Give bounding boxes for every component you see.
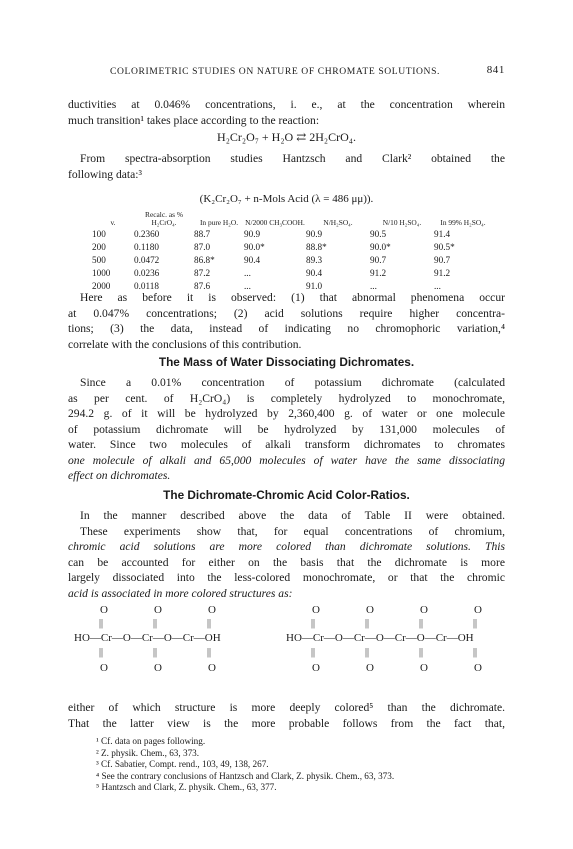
text-line: largely dissociated into the less-colored monochromate, or that the chromic: [68, 571, 505, 584]
text-line: acid is associated in more colored structures as:: [68, 586, 293, 600]
text-line: water. Since two molecules of alkali transform dichromates to chromates: [68, 438, 505, 451]
running-title: COLORIMETRIC STUDIES ON NATURE OF CHROMATE SOLUTIONS.: [110, 66, 441, 77]
double-bond: ||: [207, 618, 212, 629]
table-cell: 86.8*: [194, 254, 215, 265]
table-cell: ...: [434, 280, 441, 291]
text-line: one molecule of alkali and 65,000 molecules of water have the same dissociating: [68, 453, 505, 467]
table-header-cell: N/10 H₂SO₄.: [382, 218, 422, 227]
oxygen-atom: O: [366, 604, 374, 616]
text-line: These experiments show that, for equal concentrations of chromium,: [80, 524, 505, 538]
structure-chain: HO—Cr—O—Cr—O—Cr—O—Cr—OH: [286, 632, 474, 644]
table-cell: 90.7: [370, 254, 387, 265]
paragraph-conclusion: [68, 700, 505, 731]
table-cell: 0.0236: [134, 267, 160, 278]
text-line: ductivities at 0.046% concentrations, i. e., at the concentration wherein: [68, 98, 505, 111]
table-header-cell: v.: [110, 218, 116, 227]
table-cell: 90.9: [306, 228, 323, 239]
text-line: correlate with the conclusions of this contribution.: [68, 337, 302, 351]
text-line: From spectra-absorption studies Hantzsch and Clark² obtained the: [80, 152, 505, 165]
table-cell: 91.2: [370, 267, 387, 278]
table-cell: 90.4: [306, 267, 323, 278]
oxygen-atom: O: [312, 662, 320, 674]
table-cell: 0.2360: [134, 228, 160, 239]
double-bond: ||: [153, 647, 158, 658]
table-header-cell: N/H₂SO₄.: [323, 218, 353, 227]
table-row: [92, 227, 492, 240]
footnote: ⁴ See the contrary conclusions of Hantzsch and Clark, Z. physik. Chem., 63, 373.: [96, 770, 395, 781]
oxygen-atom: O: [100, 662, 108, 674]
table-caption: (K₂Cr₂O₇ + n-Mols Acid (λ = 486 μμ)).: [199, 193, 374, 205]
text-line: tions; (3) the data, instead of indicating no chromophoric variation,⁴: [68, 322, 505, 335]
double-bond: ||: [207, 647, 212, 658]
text-line: Since a 0.01% concentration of potassium dichromate (calculated: [80, 376, 505, 389]
footnote: ¹ Cf. data on pages following.: [96, 736, 206, 746]
oxygen-atom: O: [474, 604, 482, 616]
double-bond: ||: [99, 647, 104, 658]
table-cell: 90.4: [244, 254, 261, 265]
text-line: much transition¹ takes place according to the reaction:: [68, 113, 320, 127]
reaction-equation: H₂Cr₂O₇ + H₂O ⇄ 2H₂CrO₄.: [217, 130, 356, 144]
text-line: as per cent. of H₂CrO₄) is completely hydrolyzed to monochromate,: [68, 391, 505, 405]
running-header: [68, 66, 505, 80]
footnotes: [96, 736, 394, 794]
table-header-cell: In 99% H₂SO₄.: [440, 218, 486, 227]
table-cell: 91.4: [434, 228, 451, 239]
table-cell: 90.0*: [370, 241, 391, 252]
table-row: [92, 266, 492, 279]
double-bond: ||: [365, 618, 370, 629]
table-row: [92, 253, 492, 266]
oxygen-atom: O: [474, 662, 482, 674]
table-header-cell: Recalc. as % H₂CrO₄.: [145, 210, 183, 227]
table-cell: 0.0118: [134, 280, 159, 291]
footnote: ⁵ Hantzsch and Clark, Z. physik. Chem., 63, 377.: [96, 782, 277, 792]
table-cell: ...: [244, 280, 251, 291]
double-bond: ||: [365, 647, 370, 658]
footnote: ² Z. physik. Chem., 63, 373.: [96, 747, 200, 758]
table-row: [92, 240, 492, 253]
table-cell: 91.2: [434, 267, 451, 278]
data-table: [92, 207, 492, 292]
text-line: either of which structure is more deeply colored⁵ than the dichromate.: [68, 701, 505, 714]
oxygen-atom: O: [208, 662, 216, 674]
text-line: Here as before it is observed: (1) that abnormal phenomena occur: [80, 291, 505, 304]
table-cell: 91.0: [306, 280, 323, 291]
chemical-structure-tetrachromic: [286, 604, 516, 692]
table-cell: 100: [92, 228, 106, 239]
double-bond: ||: [473, 618, 478, 629]
chemical-structure-trichromic: [74, 604, 274, 692]
text-line: That the latter view is the more probable follows from the fact that,: [68, 716, 505, 730]
double-bond: ||: [419, 647, 424, 658]
section-heading: The Dichromate-Chromic Acid Color-Ratios.: [163, 488, 410, 502]
text-line: following data:³: [68, 167, 142, 181]
table-cell: 2000: [92, 280, 111, 291]
oxygen-atom: O: [366, 662, 374, 674]
oxygen-atom: O: [208, 604, 216, 616]
table-cell: 90.5*: [434, 241, 455, 252]
text-line: 294.2 g. of it will be hydrolyzed by 2,360,400 g. of water or one molecule: [68, 407, 505, 420]
paragraph-transition: [68, 97, 505, 128]
paragraph-spectra: [68, 151, 505, 182]
table-cell: 87.0: [194, 241, 211, 252]
oxygen-atom: O: [100, 604, 108, 616]
double-bond: ||: [473, 647, 478, 658]
oxygen-atom: O: [420, 662, 428, 674]
table-cell: 88.8*: [306, 241, 327, 252]
footnote: ³ Cf. Sabatier, Compt. rend., 103, 49, 138, 267.: [96, 759, 269, 769]
oxygen-atom: O: [420, 604, 428, 616]
table-cell: 89.3: [306, 254, 323, 265]
double-bond: ||: [311, 647, 316, 658]
double-bond: ||: [419, 618, 424, 629]
oxygen-atom: O: [154, 662, 162, 674]
double-bond: ||: [153, 618, 158, 629]
table-cell: 200: [92, 241, 106, 252]
double-bond: ||: [311, 618, 316, 629]
section-heading: The Mass of Water Dissociating Dichromates.: [158, 355, 415, 369]
table-cell: 90.5: [370, 228, 387, 239]
table-cell: 90.7: [434, 254, 451, 265]
table-cell: 90.0*: [244, 241, 265, 252]
text-line: at 0.047% concentrations; (2) acid solutions require higher concentra-: [68, 306, 505, 320]
paragraph-water-mass: [68, 375, 505, 484]
text-line: effect on dichromates.: [68, 469, 171, 482]
table-cell: 87.6: [194, 280, 211, 291]
double-bond: ||: [99, 618, 104, 629]
oxygen-atom: O: [312, 604, 320, 616]
table-cell: 500: [92, 254, 106, 265]
text-line: In the manner described above the data of Table II were obtained.: [80, 509, 505, 522]
structure-chain: HO—Cr—O—Cr—O—Cr—OH: [74, 632, 221, 644]
text-line: can be accounted for either on the basis that the dichromate is more: [68, 555, 505, 569]
table-cell: ...: [370, 280, 377, 291]
text-line: chromic acid solutions are more colored than dichromate solutions. This: [68, 540, 505, 553]
oxygen-atom: O: [154, 604, 162, 616]
paragraph-color-ratios: [68, 508, 505, 601]
page-number: 841: [486, 64, 505, 76]
table-cell: 87.2: [194, 267, 211, 278]
table-header-cell: In pure H₂O.: [199, 218, 239, 227]
table-cell: 88.7: [194, 228, 211, 239]
table-cell: 0.0472: [134, 254, 160, 265]
table-cell: ...: [244, 267, 251, 278]
table-cell: 1000: [92, 267, 111, 278]
paragraph-observations: [68, 290, 505, 352]
table-cell: 90.9: [244, 228, 261, 239]
text-line: of potassium dichromate will be hydrolyzed by 131,000 molecules of: [68, 422, 505, 436]
table-cell: 0.1180: [134, 241, 159, 252]
table-header-cell: N/2000 CH₃COOH.: [245, 218, 305, 227]
